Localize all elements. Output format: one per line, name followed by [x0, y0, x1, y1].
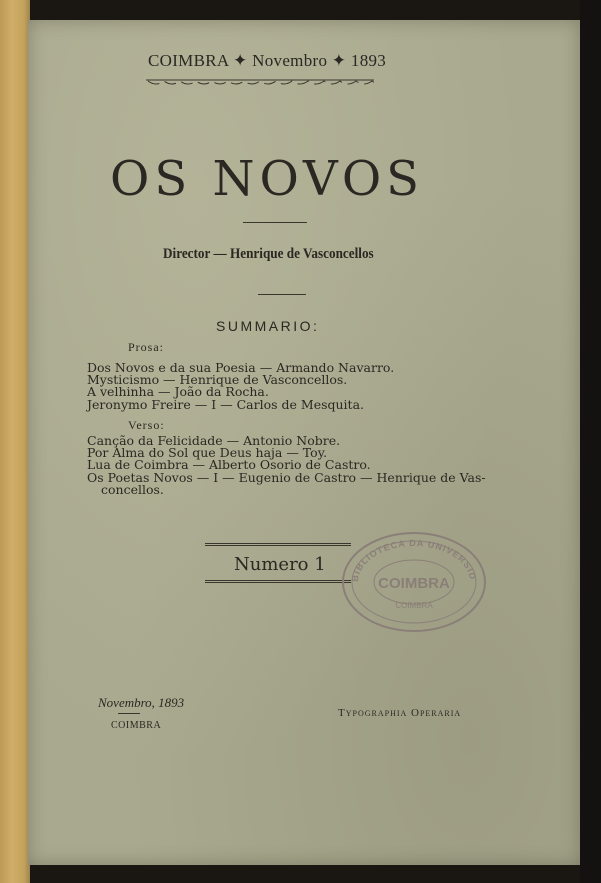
list-item: Jeronymo Freire — I — Carlos de Mesquita.: [87, 396, 365, 412]
page-edge-shadow: [580, 0, 601, 883]
stamp-top-text: BIBLIOTECA DA UNIVERSID: [349, 537, 479, 583]
verse-list: [87, 435, 487, 496]
list-item: Canção da Felicidade — Antonio Nobre.: [87, 433, 341, 448]
printer-name: Typographia Operaria: [338, 707, 462, 719]
issue-rule-bottom: [205, 580, 351, 583]
ornamental-rule: [118, 76, 374, 86]
footer-city: COIMBRA: [111, 720, 162, 731]
book-spine: [0, 0, 30, 883]
library-stamp: [340, 530, 488, 634]
issue-number: Numero 1: [234, 554, 326, 575]
list-item: Dos Novos e da sua Poesia — Armando Navarro.: [87, 360, 395, 375]
issue-rule-top: [205, 543, 351, 546]
list-item: Por Alma do Sol que Deus haja — Toy.: [87, 445, 328, 461]
summary-heading: SUMMARIO:: [216, 318, 320, 334]
prose-list: [87, 362, 407, 411]
list-item: Lua de Coimbra — Alberto Osorio de Castro.: [87, 457, 371, 473]
verse-label: Verso:: [128, 418, 165, 432]
page-title: OS NOVOS: [110, 151, 425, 207]
director-divider: [258, 294, 306, 295]
footer-date: Novembro, 1893: [98, 695, 185, 710]
title-divider: [243, 222, 307, 223]
list-item: Os Poetas Novos — I — Eugenio de Castro — Henrique de Vas-: [87, 469, 486, 485]
list-item: concellos.: [101, 481, 164, 497]
director-line: Director — Henrique de Vasconcellos: [163, 246, 374, 262]
footer-divider: [118, 713, 140, 714]
prose-label: Prosa:: [128, 340, 164, 354]
stamp-bottom-text: COIMBRA: [395, 601, 433, 610]
place-date-line: COIMBRA ✦ Novembro ✦ 1893: [148, 51, 387, 70]
stamp-center-text: COIMBRA: [378, 575, 450, 592]
list-item: Mysticismo — Henrique de Vasconcellos.: [87, 372, 348, 388]
list-item: A velhinha — João da Rocha.: [87, 384, 269, 400]
